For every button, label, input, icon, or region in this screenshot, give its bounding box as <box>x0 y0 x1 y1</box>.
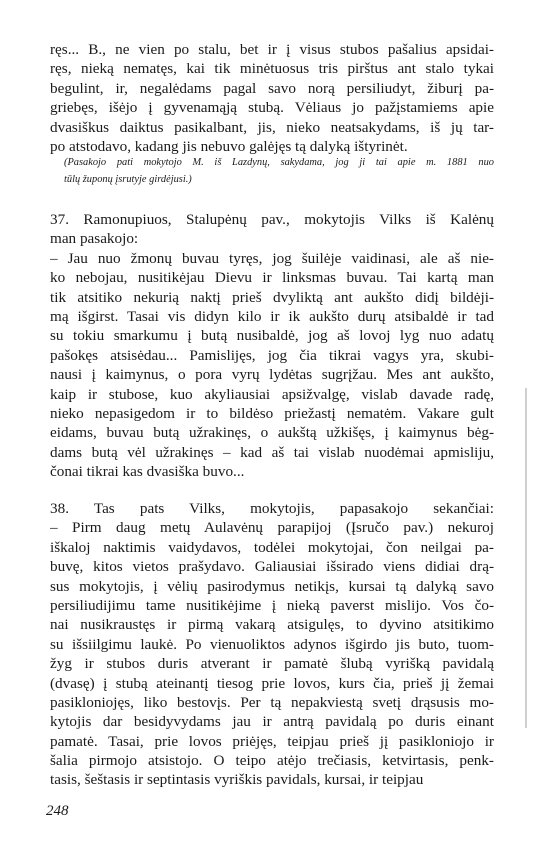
text-line: ko nebojau, nusitikėjau Dievu ir linksmas buvau. Tai kartą man <box>50 269 494 287</box>
text-line: dvasiškus daiktus pasikalbant, jis, nieko neatsakydams, iš jų tar- <box>50 118 494 136</box>
text-line: griebęs, išėjo į gyvenamąją stubą. Vėliaus jo pažįstamiems apie <box>50 99 494 117</box>
text-line: mą išgirst. Tasai vis didyn kilo ir ik aukšto durų atsibaldė ir tad <box>50 307 494 325</box>
text-line: dams butą vėl užrakinęs – kad aš tai vislab nuodėmai apmisliju, <box>50 443 494 461</box>
text-line: po atstodavo, kadang jis nebuvo galėjęs tą dalyką ištyrinėt. <box>50 137 408 155</box>
text-line: nai nusikraustęs ir pirmą vakarą atsigulęs, to dyvino atsitikimo <box>50 616 494 634</box>
text-line: buvę, kitos vietos prašydavo. Galiausiai išsirado viens didiai drą- <box>50 558 494 576</box>
text-line: iškaloj naktimis vaidydavos, todėlei mokytojai, čon neilgai pa- <box>50 538 494 556</box>
text-line: ręs, nieką nematęs, kai tik minėtuosus tris pirštus ant stalo tykai <box>50 60 494 78</box>
text-line: pasikloniojęs, liko bestovįs. Per tą nepakviestą svetį drąsusis mo- <box>50 693 494 711</box>
text-line: (dvasę) į stubą ateinantį tiesog prie lovos, kurs čia, prieš jį žemai <box>50 674 494 692</box>
story-37 <box>50 210 494 481</box>
text-line: – Jau nuo žmonų buvau tyręs, jog šuilėje vaidinasi, ale aš nie- <box>50 249 494 267</box>
paragraph-continuation <box>50 40 494 156</box>
text-line: šalia pirmojo atsistojo. O teipo atėjo trečiasis, ketvirtasis, penk- <box>50 752 494 770</box>
scan-edge-shadow <box>525 388 527 728</box>
text-line: (Pasakojo pati mokytojo M. iš Lazdynų, sakydama, jog ji tai apie m. 1881 nuo <box>64 157 494 168</box>
text-line: čonai tikrai kas dvasiška buvo... <box>50 463 245 481</box>
text-line: su išsiilgimu laukė. Po vienuoliktos adynos išgirdo jis buto, tuom- <box>50 635 494 653</box>
text-line: su tokiu smarkumu į butą nusibaldė, jog aš lovoj lyg nuo adatų <box>50 327 494 345</box>
text-line: tasis, šeštasis ir septintasis vyriškis pavidals, kursai, ir teipjau <box>50 771 424 789</box>
source-note <box>64 154 494 188</box>
text-line: pašokęs atsisėdau... Pamislijęs, jog čia tikrai vagys yra, skubi- <box>50 346 494 364</box>
text-line: pamatė. Tasai, prie lovos priėjęs, teipjau prieš jį pasikloniojo ir <box>50 732 494 750</box>
text-line: persiliudijimu tame nusitikėjime į nieką paverst mislijo. Vos čo- <box>50 596 494 614</box>
text-line: nausi į kaimynus, o pora vyrų lydėtas sugrįžau. Mes ant aukšto, <box>50 366 494 384</box>
text-line: man pasakojo: <box>50 230 139 248</box>
text-line: 38. Tas pats Vilks, mokytojis, papasakojo sekančiai: <box>50 500 494 517</box>
text-line: – Pirm daug metų Aulavėnų parapijoj (Įsručo pav.) nekuroj <box>50 519 494 537</box>
text-line: 37. Ramonupiuos, Stalupėnų pav., mokytojis Vilks iš Kalėnų <box>50 211 494 228</box>
text-line: begulint, ir, negalėdams pagal savo norą persiliudyt, žiburį pa- <box>50 79 494 97</box>
text-line: eidams, buvau butą užrakinęs, o aukštą užkišęs, į kaimynus bėg- <box>50 424 494 442</box>
text-line: tik atsitiko nekurią naktį prieš dvyliktą ant aukšto didį bildėji- <box>50 288 494 306</box>
text-line: kytojis dar besidyvydams jau ir antrą pavidalą po duris einant <box>50 713 494 731</box>
text-line: sus mokytojis, į vėlių pasirodymus netikįs, kursai tą dalyką savo <box>50 577 494 595</box>
story-38 <box>50 499 494 790</box>
text-line: tūlų župonų įsrutyje girdėjusi.) <box>64 174 192 185</box>
page-number: 248 <box>46 803 69 819</box>
text-line: ręs... B., ne vien po stalu, bet ir į visus stubos pašalius apsidai- <box>50 41 494 58</box>
text-line: žyg ir stubos duris atverant ir pamatė šlubą vyrišką pavidalą <box>50 655 494 673</box>
text-line: nieko nepasigedom ir to bildėso priežastį nematėm. Vakare gult <box>50 404 494 422</box>
text-line: kaip ir stubose, kuo akyliausiai apsižvalgę, vislab davade radę, <box>50 385 494 403</box>
